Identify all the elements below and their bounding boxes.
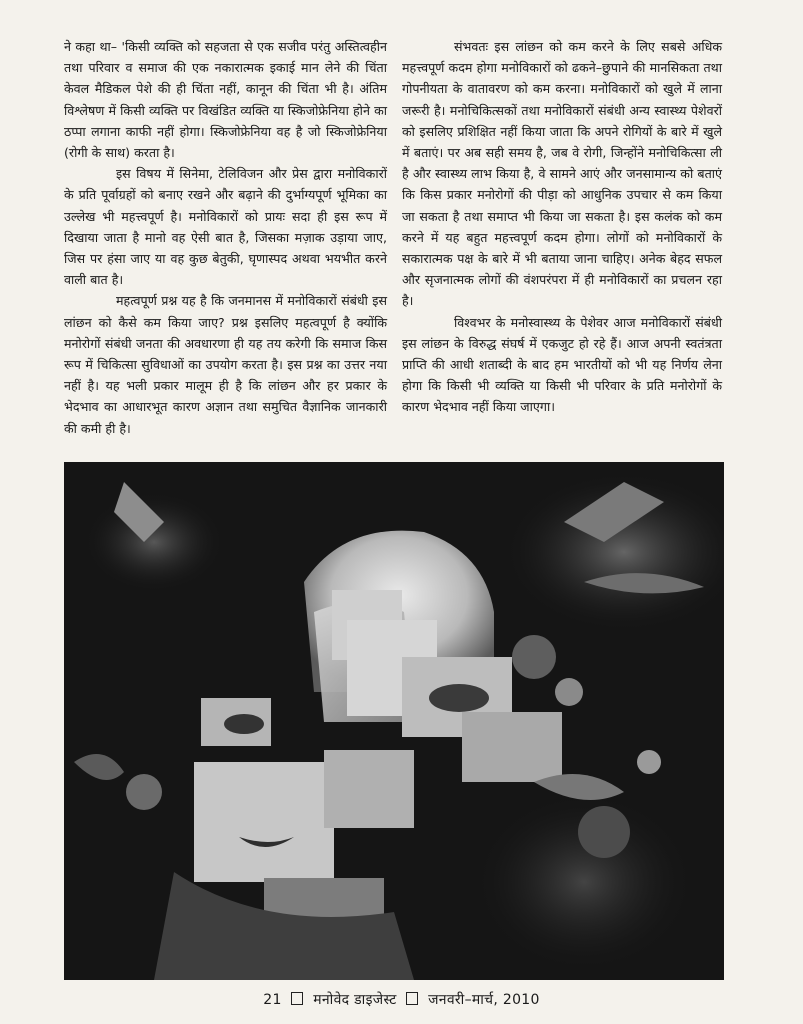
publication-name: मनोवेद डाइजेस्ट bbox=[313, 992, 397, 1008]
paragraph: महत्वपूर्ण प्रश्न यह है कि जनमानस में मनोविकारों संबंधी इस लांछन को कैसे कम किया जाए? प्रश्न इसलिए महत्वपूर्ण है क्योंकि मनोरोगों संबंधी जनता की अवधारणा ही यह तय करेगी कि समाज किस रूप में चिकित्सा सुविधाओं का उपयोग करता है। इस प्रश्न का उत्तर नया नहीं है। यह भली प्रकार मालूम ही है कि लांछन और हर प्रकार के भेदभाव का आधारभूत कारण अज्ञान तथा समुचित वैज्ञानिक जानकारी की कमी ही है। bbox=[64, 293, 387, 436]
issue-date: जनवरी–मार्च, 2010 bbox=[428, 992, 540, 1008]
separator-box-icon bbox=[291, 992, 303, 1005]
separator-box-icon bbox=[406, 992, 418, 1005]
paragraph: संभवतः इस लांछन को कम करने के लिए सबसे अधिक महत्त्वपूर्ण कदम होगा मनोविकारों को ढकने–छुपाने की मानसिकता तथा गोपनीयता के वातावरण को कम करना। मनोविकारों को खुले में लाना जरूरी है। मनोचिकित्सकों तथा मनोविकारों संबंधी अन्य स्वास्थ्य पेशेवरों को इसलिए प्रशिक्षित नहीं किया जाता कि अपने रोगियों के बारे में खुले में बताएं। पर अब सही समय है, जब वे रोगी, जिन्होंने मनोचिकित्सा ली है और स्वास्थ्य लाभ किया है, वे सामने आएं और जनसामान्य को बताएं कि किस प्रकार मनोरोगों की पीड़ा को आधुनिक उपचार से कम किया जा सकता है तथा समाप्त भी किया जा सकता है। इस कलंक को कम करने में यह बहुत महत्त्वपूर्ण कदम होगा। लोगों को मनोविकारों के सकारात्मक पक्ष के बारे में भी बताया जाना चाहिए। अनेक बेहद सफल और सृजनात्मक लोगों की वंशपरंपरा में ही मनोविकारों का प्रचलन रहा है। bbox=[402, 39, 722, 309]
page-number: 21 bbox=[263, 992, 282, 1008]
right-text-column bbox=[402, 36, 722, 418]
paragraph: इस विषय में सिनेमा, टेलिविजन और प्रेस द्वारा मनोविकारों के प्रति पूर्वाग्रहों को बनाए रखने और बढ़ाने की दुर्भाग्यपूर्ण भूमिका का उल्लेख भी महत्त्वपूर्ण है। मनोविकारों को प्रायः सदा ही इस रूप में दिखाया जाता है मानो वह ऐसी बात है, जिसका मज़ाक उड़ाया जाए, जिस पर हंसा जाए या वह कुछ बेतुकी, घृणास्पद अथवा भयभीत करने वाली बात है। bbox=[64, 166, 387, 288]
fragmented-face-collage-image bbox=[64, 462, 724, 980]
left-text-column bbox=[64, 36, 387, 439]
page-footer bbox=[0, 990, 803, 1009]
paragraph: ने कहा था– 'किसी व्यक्ति को सहजता से एक सजीव परंतु अस्तित्वहीन तथा परिवार व समाज की एक नकारात्मक इकाई मान लेने की चिंता केवल मैडिकल पेशे की ही चिंता नहीं, कानून की चिंता भी है। अंतिम विश्लेषण में किसी व्यक्ति पर विखंडित व्यक्ति या स्किजोफ्रेनिया होने का ठप्पा लगाना काफी नहीं होगा। स्किजोफ्रेनिया वह है जो स्किजोफ्रेनिया (रोगी के साथ) करता है। bbox=[64, 39, 387, 161]
paragraph: विश्वभर के मनोस्वास्थ्य के पेशेवर आज मनोविकारों संबंधी इस लांछन के विरुद्ध संघर्ष में एकजुट हो रहे हैं। आज अपनी स्वतंत्रता प्राप्ति की आधी शताब्दी के बाद हम भारतीयों को भी यह निर्णय लेना होगा कि किसी भी व्यक्ति या किसी भी परिवार के प्रति मनोरोगों के कारण भेदभाव नहीं किया जाएगा। bbox=[402, 314, 722, 415]
